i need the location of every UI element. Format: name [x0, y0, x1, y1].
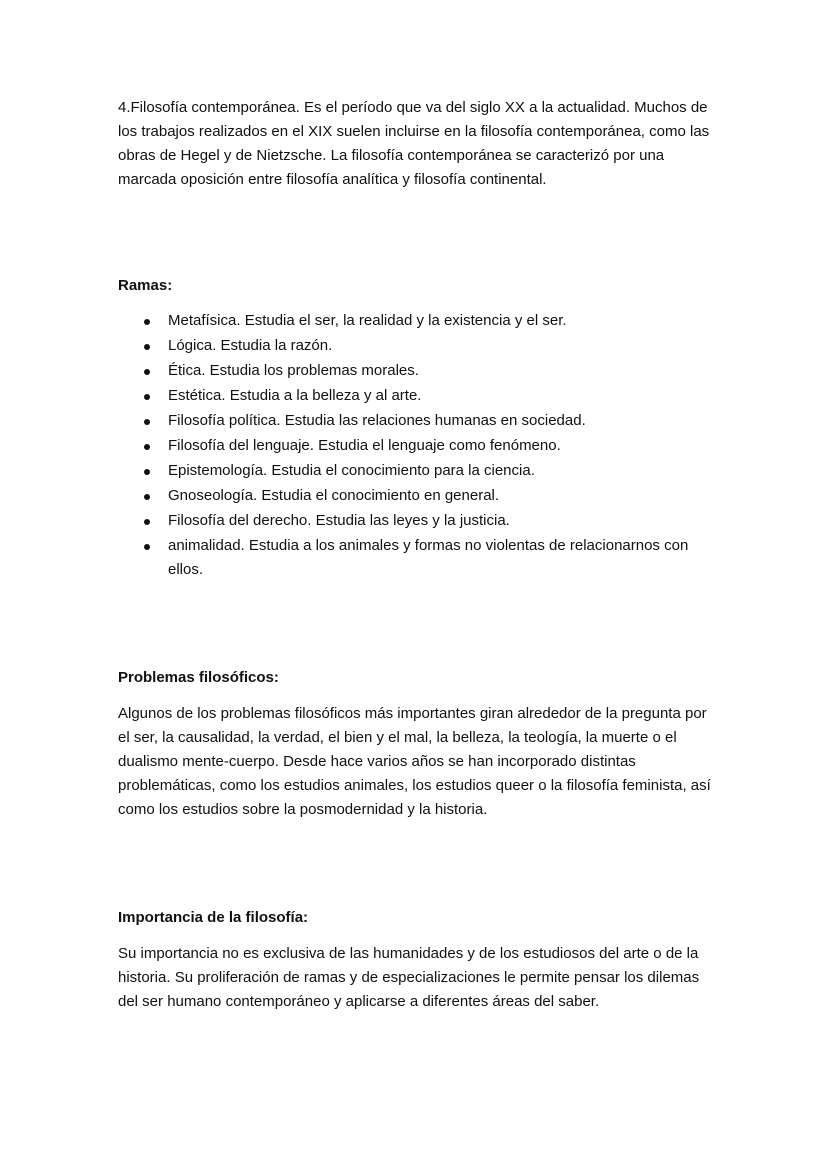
list-item: Estética. Estudia a la belleza y al arte.	[168, 384, 718, 408]
ramas-list	[118, 309, 718, 582]
list-item: Lógica. Estudia la razón.	[168, 334, 718, 358]
ramas-heading: Ramas:	[118, 277, 173, 294]
list-item: Ética. Estudia los problemas morales.	[168, 359, 718, 383]
importancia-paragraph: Su importancia no es exclusiva de las humanidades y de los estudiosos del arte o de la historia. Su proliferación de ramas y de especializaciones le permite pensar los dilemas del ser humano contemporáneo y aplicarse a diferentes áreas del saber.	[118, 945, 700, 1010]
list-item: Metafísica. Estudia el ser, la realidad y la existencia y el ser.	[168, 309, 718, 333]
document-page	[118, 96, 718, 1014]
intro-paragraph: 4.Filosofía contemporánea. Es el período que va del siglo XX a la actualidad. Muchos de los trabajos realizados en el XIX suelen incluirse en la filosofía contemporánea, como las obras de Hegel y de Nietzsche. La filosofía contemporánea se caracterizó por una marcada oposición entre filosofía analítica y filosofía continental.	[118, 99, 710, 188]
list-item: Filosofía del lenguaje. Estudia el lenguaje como fenómeno.	[168, 434, 718, 458]
problemas-heading: Problemas filosóficos:	[118, 669, 279, 686]
list-item: Gnoseología. Estudia el conocimiento en general.	[168, 484, 718, 508]
list-item: Filosofía política. Estudia las relaciones humanas en sociedad.	[168, 409, 718, 433]
problemas-paragraph: Algunos de los problemas filosóficos más importantes giran alrededor de la pregunta por el ser, la causalidad, la verdad, el bien y el mal, la belleza, la teología, la muerte o el dualismo mente-cuerpo. Desde hace varios años se han incorporado distintas problemáticas, como los estudios animales, los estudios queer o la filosofía feminista, así como los estudios sobre la posmodernidad y la historia.	[118, 705, 711, 818]
list-item: animalidad. Estudia a los animales y formas no violentas de relacionarnos con ellos.	[168, 534, 718, 582]
list-item: Filosofía del derecho. Estudia las leyes y la justicia.	[168, 509, 718, 533]
list-item: Epistemología. Estudia el conocimiento para la ciencia.	[168, 459, 718, 483]
importancia-heading: Importancia de la filosofía:	[118, 909, 309, 926]
